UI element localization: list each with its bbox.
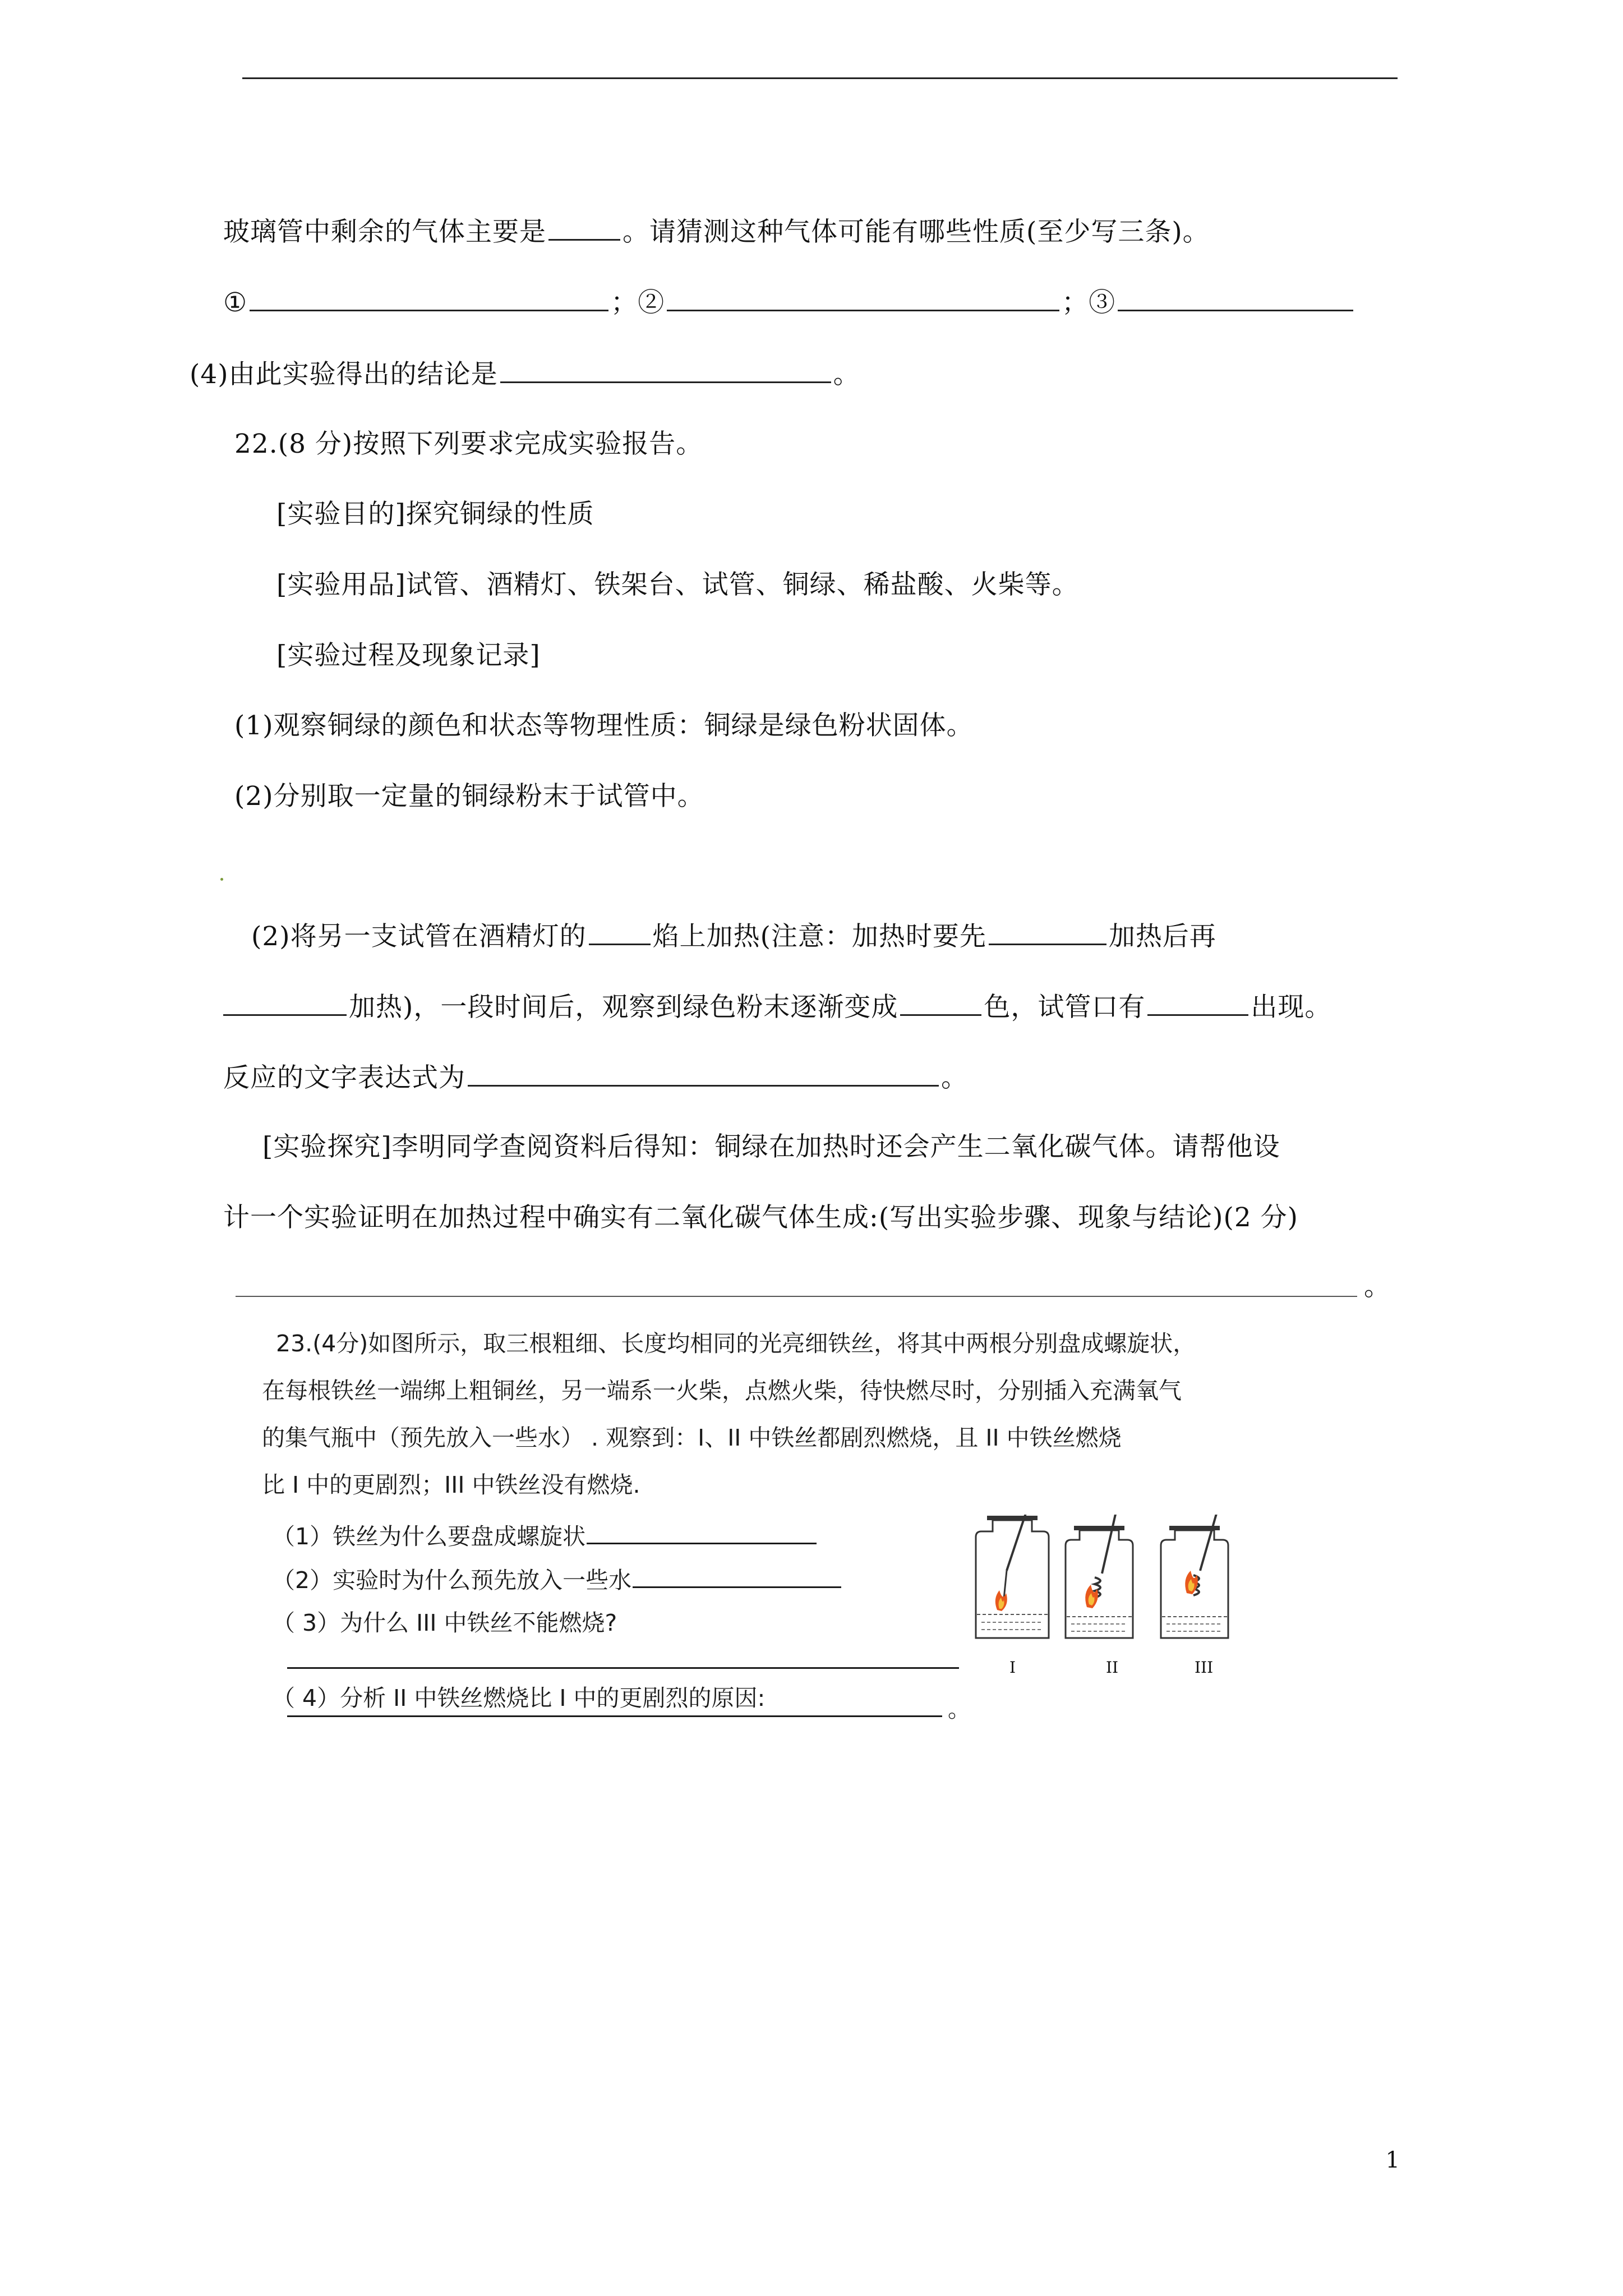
text: (2)将另一支试管在酒精灯的: [251, 921, 587, 952]
experiment-process-heading: [实验过程及现象记录]: [276, 640, 541, 671]
q23-line-3: 的集气瓶中（预先放入一些水） . 观察到：I、II 中铁丝都剧烈燃烧，且 II 中铁丝燃烧: [262, 1424, 1122, 1451]
step-2: (2)分别取一定量的铜绿粉末于试管中。: [234, 781, 704, 812]
experiment-materials: [实验用品]试管、酒精灯、铁架台、试管、铜绿、稀盐酸、火柴等。: [276, 569, 1079, 600]
answer-blank[interactable]: [468, 1060, 939, 1087]
answer-blank[interactable]: [587, 1520, 817, 1544]
experiment-purpose: [实验目的]探究铜绿的性质: [276, 499, 594, 530]
text: 加热)，一段时间后，观察到绿色粉末逐渐变成: [349, 992, 898, 1023]
text: (4)由此实验得出的结论是: [190, 359, 498, 390]
gas-jars-figure: [965, 1515, 1245, 1705]
jar-label-3: III: [1195, 1658, 1214, 1677]
text: 玻璃管中剩余的气体主要是: [223, 217, 546, 247]
q23-sub-3: （ 3）为什么 III 中铁丝不能燃烧?: [272, 1609, 617, 1636]
step-4: [223, 990, 1331, 1024]
q23-sub-4: （ 4）分析 II 中铁丝燃烧比 I 中的更剧烈的原因:: [272, 1685, 766, 1711]
explore-line-1: [实验探究]李明同学查阅资料后得知：铜绿在加热时还会产生二氧化碳气体。请帮他设: [262, 1131, 1280, 1162]
answer-blank[interactable]: [900, 990, 981, 1016]
answer-blank[interactable]: [989, 919, 1106, 945]
text: 反应的文字表达式为: [223, 1062, 465, 1093]
answer-blank[interactable]: [633, 1564, 841, 1588]
text: 加热后再: [1108, 921, 1216, 952]
text: 焰上加热(注意：加热时要先: [652, 921, 986, 952]
step-3: [251, 919, 1216, 954]
gas-jars-svg: [965, 1515, 1245, 1655]
text: 出现。: [1251, 992, 1332, 1023]
explore-end: 。: [1364, 1271, 1391, 1302]
text: （1）铁丝为什么要盘成螺旋状: [272, 1523, 586, 1550]
stray-dot: [220, 878, 223, 881]
step-5: [223, 1060, 968, 1095]
step-1: (1)观察铜绿的颜色和状态等物理性质：铜绿是绿色粉状固体。: [234, 710, 974, 741]
text: 。: [833, 359, 860, 390]
jar-label-1: I: [1009, 1658, 1016, 1677]
q4-conclusion: [190, 357, 860, 392]
q23-sub-3-answer-line[interactable]: [287, 1667, 959, 1669]
answer-blank-2[interactable]: [667, 285, 1059, 311]
answer-blank[interactable]: [500, 357, 831, 383]
q-remaining-gas: [223, 214, 1210, 249]
answer-blank[interactable]: [223, 990, 347, 1016]
q22-title: 22.(8 分)按照下列要求完成实验报告。: [234, 429, 703, 459]
text: 。: [941, 1062, 968, 1093]
text: 。请猜测这种气体可能有哪些性质(至少写三条)。: [623, 217, 1210, 247]
jar-3-icon: [1161, 1515, 1228, 1638]
jar-1-icon: [976, 1515, 1049, 1638]
explore-answer-line[interactable]: [236, 1296, 1357, 1297]
q23-block: [247, 1324, 1239, 1739]
text: ；③: [1062, 287, 1116, 318]
q23-line-2: 在每根铁丝一端绑上粗铜丝，另一端系一火柴，点燃火柴，待快燃尽时，分别插入充满氧气: [262, 1377, 1182, 1404]
q23-line-4: 比 I 中的更剧烈；III 中铁丝没有燃烧.: [262, 1471, 640, 1498]
header-rule: [242, 77, 1398, 79]
text: 色，试管口有: [984, 992, 1146, 1023]
answer-blank[interactable]: [589, 919, 651, 945]
answer-blank-3[interactable]: [1118, 285, 1353, 311]
text: ①: [223, 287, 248, 318]
page-number: 1: [1385, 2147, 1400, 2173]
q23-sub-4-answer-line[interactable]: [287, 1715, 942, 1717]
text: ；②: [611, 287, 665, 318]
answer-blank[interactable]: [548, 214, 620, 241]
q23-line-1: 23.(4分)如图所示，取三根粗细、长度均相同的光亮细铁丝，将其中两根分别盘成螺旋状，: [276, 1330, 1196, 1357]
answer-blank[interactable]: [1147, 990, 1248, 1016]
text: （2）实验时为什么预先放入一些水: [272, 1567, 632, 1594]
q23-sub-4-end: 。: [948, 1696, 971, 1723]
jar-2-icon: [1066, 1515, 1133, 1638]
q23-sub-1: [272, 1520, 817, 1552]
answer-blank-1[interactable]: [250, 285, 608, 311]
explore-line-2: 计一个实验证明在加热过程中确实有二氧化碳气体生成:(写出实验步骤、现象与结论)(2 分): [223, 1202, 1299, 1233]
q23-sub-2: [272, 1564, 841, 1595]
jar-label-2: II: [1106, 1658, 1119, 1677]
properties-blanks: [223, 285, 1355, 320]
